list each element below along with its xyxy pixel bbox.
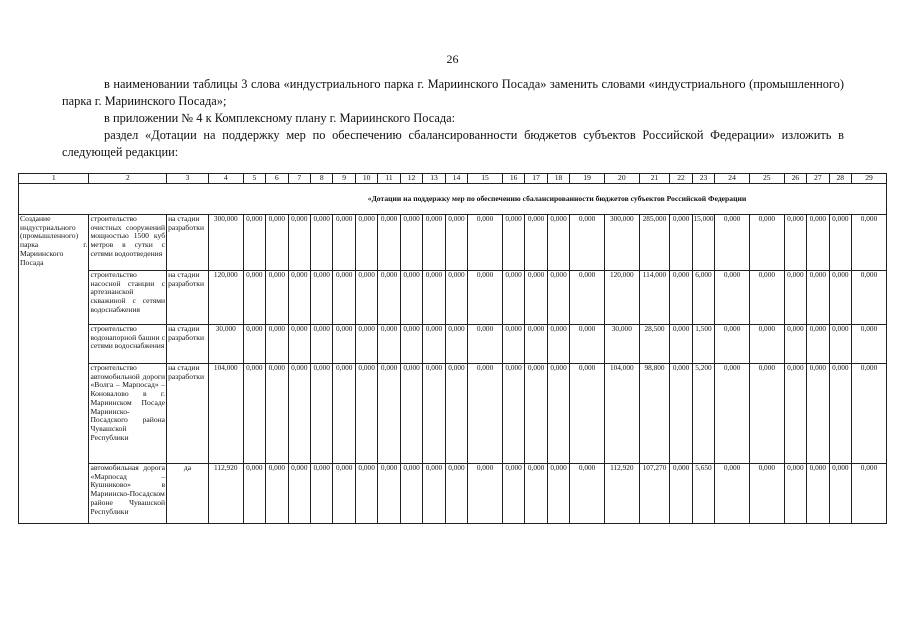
column-number: 6 <box>266 174 288 184</box>
value-cell: 0,000 <box>333 215 355 271</box>
column-number: 9 <box>333 174 355 184</box>
value-cell: 0,000 <box>311 325 333 364</box>
value-cell: 0,000 <box>807 271 829 325</box>
value-cell: 0,000 <box>715 325 750 364</box>
column-number: 15 <box>468 174 503 184</box>
value-cell: 0,000 <box>570 325 605 364</box>
value-cell: 0,000 <box>266 215 288 271</box>
value-cell: 0,000 <box>502 364 524 464</box>
value-cell: 0,000 <box>468 271 503 325</box>
readiness-stage: на стадии разработки <box>167 215 209 271</box>
value-cell: 0,000 <box>333 325 355 364</box>
value-cell: 0,000 <box>829 364 851 464</box>
value-cell: 0,000 <box>378 364 400 464</box>
value-cell: 120,000 <box>208 271 243 325</box>
value-cell: 0,000 <box>525 271 547 325</box>
value-cell: 0,000 <box>423 271 445 325</box>
value-cell: 0,000 <box>266 271 288 325</box>
value-cell: 0,000 <box>333 364 355 464</box>
value-cell: 0,000 <box>749 464 784 524</box>
value-cell: 0,000 <box>333 464 355 524</box>
value-cell: 15,000 <box>692 215 714 271</box>
value-cell: 0,000 <box>670 325 692 364</box>
table-row <box>19 215 887 271</box>
column-number: 18 <box>547 174 569 184</box>
column-number: 13 <box>423 174 445 184</box>
column-number: 14 <box>445 174 467 184</box>
column-number: 10 <box>355 174 377 184</box>
value-cell: 120,000 <box>604 271 639 325</box>
value-cell: 0,000 <box>400 215 422 271</box>
value-cell: 0,000 <box>547 271 569 325</box>
column-number: 27 <box>807 174 829 184</box>
value-cell: 0,000 <box>807 215 829 271</box>
value-cell: 0,000 <box>378 271 400 325</box>
value-cell: 0,000 <box>749 215 784 271</box>
value-cell: 0,000 <box>502 215 524 271</box>
value-cell: 285,000 <box>639 215 670 271</box>
value-cell: 0,000 <box>547 464 569 524</box>
value-cell: 0,000 <box>355 215 377 271</box>
value-cell: 0,000 <box>715 215 750 271</box>
value-cell: 0,000 <box>355 464 377 524</box>
value-cell: 0,000 <box>829 215 851 271</box>
group-label: Создание индустриального (промышленного) парка г. Мариинского Посада <box>19 215 89 524</box>
value-cell: 0,000 <box>852 215 887 271</box>
value-cell: 0,000 <box>829 325 851 364</box>
column-number: 4 <box>208 174 243 184</box>
value-cell: 112,920 <box>604 464 639 524</box>
table-row <box>19 325 887 364</box>
value-cell: 1,500 <box>692 325 714 364</box>
value-cell: 107,270 <box>639 464 670 524</box>
object-description: строительство насосной станции с артезианской скважиной с сетями водоснабжения <box>89 271 167 325</box>
value-cell: 0,000 <box>288 364 310 464</box>
value-cell: 30,000 <box>604 325 639 364</box>
value-cell: 0,000 <box>243 364 265 464</box>
column-number: 8 <box>311 174 333 184</box>
paragraph-2: в приложении № 4 к Комплексному плану г. Мариинского Посада: <box>104 111 456 125</box>
value-cell: 0,000 <box>852 325 887 364</box>
value-cell: 0,000 <box>749 325 784 364</box>
column-number: 3 <box>167 174 209 184</box>
value-cell: 5,650 <box>692 464 714 524</box>
readiness-stage: на стадии разработки <box>167 325 209 364</box>
column-number: 21 <box>639 174 670 184</box>
column-number: 25 <box>749 174 784 184</box>
value-cell: 0,000 <box>288 325 310 364</box>
table-row <box>19 464 887 524</box>
value-cell: 0,000 <box>749 271 784 325</box>
column-number: 5 <box>243 174 265 184</box>
value-cell: 0,000 <box>288 271 310 325</box>
column-number: 26 <box>784 174 806 184</box>
readiness-stage: на стадии разработки <box>167 271 209 325</box>
value-cell: 0,000 <box>547 325 569 364</box>
value-cell: 0,000 <box>468 215 503 271</box>
object-description: строительство водонапорной башни с сетями водоснабжения <box>89 325 167 364</box>
value-cell: 0,000 <box>525 364 547 464</box>
value-cell: 0,000 <box>749 364 784 464</box>
value-cell: 0,000 <box>266 325 288 364</box>
value-cell: 0,000 <box>807 464 829 524</box>
value-cell: 0,000 <box>852 364 887 464</box>
value-cell: 0,000 <box>852 271 887 325</box>
column-number: 7 <box>288 174 310 184</box>
value-cell: 0,000 <box>807 325 829 364</box>
column-number: 24 <box>715 174 750 184</box>
value-cell: 0,000 <box>355 325 377 364</box>
value-cell: 0,000 <box>378 325 400 364</box>
value-cell: 0,000 <box>355 271 377 325</box>
value-cell: 104,000 <box>604 364 639 464</box>
column-number: 2 <box>89 174 167 184</box>
value-cell: 0,000 <box>502 325 524 364</box>
value-cell: 0,000 <box>829 464 851 524</box>
paragraph-3: раздел «Дотации на поддержку мер по обеспечению сбалансированности бюджетов субъектов Российской Федерации» изложить в следующей редакции: <box>62 128 844 159</box>
value-cell: 0,000 <box>670 364 692 464</box>
section-title: «Дотации на поддержку мер по обеспечению сбалансированности бюджетов субъектов Российской Федерации <box>19 184 887 215</box>
value-cell: 0,000 <box>445 364 467 464</box>
value-cell: 0,000 <box>266 464 288 524</box>
value-cell: 0,000 <box>525 464 547 524</box>
value-cell: 28,500 <box>639 325 670 364</box>
value-cell: 0,000 <box>670 215 692 271</box>
column-number: 17 <box>525 174 547 184</box>
value-cell: 0,000 <box>311 464 333 524</box>
value-cell: 300,000 <box>208 215 243 271</box>
table-row <box>19 364 887 464</box>
value-cell: 0,000 <box>784 364 806 464</box>
value-cell: 0,000 <box>570 271 605 325</box>
value-cell: 0,000 <box>243 325 265 364</box>
value-cell: 0,000 <box>445 464 467 524</box>
value-cell: 0,000 <box>468 325 503 364</box>
column-number: 19 <box>570 174 605 184</box>
value-cell: 0,000 <box>829 271 851 325</box>
value-cell: 0,000 <box>445 325 467 364</box>
value-cell: 0,000 <box>547 364 569 464</box>
object-description: автомобильная дорога «Марпосад – Кушниково» в Мариинско-Посадском районе Чувашской Республики <box>89 464 167 524</box>
value-cell: 0,000 <box>445 215 467 271</box>
column-number: 29 <box>852 174 887 184</box>
value-cell: 0,000 <box>266 364 288 464</box>
table-row <box>19 271 887 325</box>
value-cell: 0,000 <box>525 215 547 271</box>
column-number: 20 <box>604 174 639 184</box>
value-cell: 0,000 <box>400 325 422 364</box>
object-description: строительство очистных сооружений мощностью 1500 куб метров в сутки с сетями водоотведения <box>89 215 167 271</box>
value-cell: 0,000 <box>784 325 806 364</box>
value-cell: 0,000 <box>288 215 310 271</box>
value-cell: 0,000 <box>243 464 265 524</box>
value-cell: 114,000 <box>639 271 670 325</box>
value-cell: 0,000 <box>570 364 605 464</box>
value-cell: 0,000 <box>570 464 605 524</box>
value-cell: 0,000 <box>468 364 503 464</box>
value-cell: 0,000 <box>311 271 333 325</box>
value-cell: 0,000 <box>784 215 806 271</box>
budget-table <box>18 173 887 524</box>
column-number: 11 <box>378 174 400 184</box>
value-cell: 0,000 <box>468 464 503 524</box>
value-cell: 0,000 <box>311 215 333 271</box>
value-cell: 0,000 <box>243 215 265 271</box>
paragraph-1: в наименовании таблицы 3 слова «индустриального парка г. Мариинского Посада» заменить словами «индустриального (промышленного) парка г. Мариинского Посада»; <box>62 77 844 108</box>
value-cell: 104,000 <box>208 364 243 464</box>
column-number: 12 <box>400 174 422 184</box>
value-cell: 0,000 <box>243 271 265 325</box>
column-number: 23 <box>692 174 714 184</box>
value-cell: 30,000 <box>208 325 243 364</box>
value-cell: 0,000 <box>502 271 524 325</box>
value-cell: 0,000 <box>670 464 692 524</box>
value-cell: 0,000 <box>570 215 605 271</box>
value-cell: 0,000 <box>547 215 569 271</box>
value-cell: 0,000 <box>311 364 333 464</box>
value-cell: 0,000 <box>423 464 445 524</box>
value-cell: 0,000 <box>400 271 422 325</box>
value-cell: 0,000 <box>423 364 445 464</box>
value-cell: 0,000 <box>378 215 400 271</box>
value-cell: 5,200 <box>692 364 714 464</box>
readiness-stage: на стадии разработки <box>167 364 209 464</box>
value-cell: 0,000 <box>502 464 524 524</box>
value-cell: 0,000 <box>670 271 692 325</box>
value-cell: 0,000 <box>355 364 377 464</box>
value-cell: 0,000 <box>715 364 750 464</box>
value-cell: 112,920 <box>208 464 243 524</box>
value-cell: 0,000 <box>807 364 829 464</box>
column-number: 1 <box>19 174 89 184</box>
value-cell: 0,000 <box>423 325 445 364</box>
value-cell: 300,000 <box>604 215 639 271</box>
value-cell: 0,000 <box>715 464 750 524</box>
value-cell: 0,000 <box>423 215 445 271</box>
value-cell: 0,000 <box>378 464 400 524</box>
value-cell: 0,000 <box>333 271 355 325</box>
column-number: 28 <box>829 174 851 184</box>
page-number: 26 <box>446 52 459 66</box>
object-description: строительство автомобильной дороги «Волга – Марпосад» – Коновалово в г. Мариинском Посаде Мариинско-Посадского района Чувашской Республики <box>89 364 167 464</box>
column-number: 16 <box>502 174 524 184</box>
value-cell: 0,000 <box>288 464 310 524</box>
section-title-row <box>19 184 887 215</box>
value-cell: 6,000 <box>692 271 714 325</box>
value-cell: 0,000 <box>715 271 750 325</box>
value-cell: 0,000 <box>445 271 467 325</box>
value-cell: 0,000 <box>852 464 887 524</box>
value-cell: 0,000 <box>784 464 806 524</box>
value-cell: 0,000 <box>400 364 422 464</box>
value-cell: 0,000 <box>400 464 422 524</box>
value-cell: 98,800 <box>639 364 670 464</box>
value-cell: 0,000 <box>784 271 806 325</box>
value-cell: 0,000 <box>525 325 547 364</box>
readiness-stage: да <box>167 464 209 524</box>
column-number-row <box>19 174 887 184</box>
column-number: 22 <box>670 174 692 184</box>
